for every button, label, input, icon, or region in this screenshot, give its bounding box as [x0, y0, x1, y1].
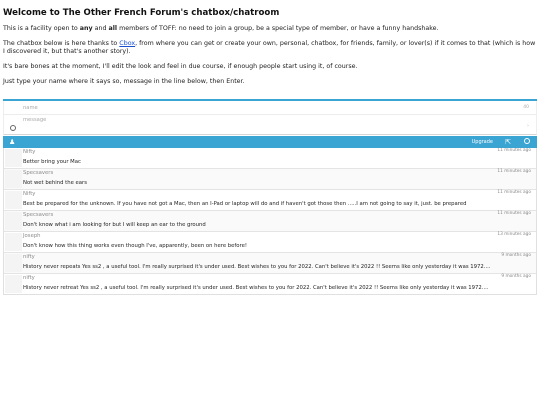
- intro-paragraph-1: [3, 25, 439, 33]
- avatar: [5, 170, 22, 188]
- name-input[interactable]: name: [23, 105, 38, 111]
- message-author[interactable]: Nifty: [23, 191, 36, 197]
- message-time: 11 minutes ago: [497, 169, 531, 174]
- avatar: [5, 254, 22, 272]
- avatar: [5, 149, 22, 167]
- message-author[interactable]: Joseph: [23, 233, 41, 239]
- message-text: History never retreat Yes ss2 , a useful tool. I'm really surprised it's under used. Best wishes to you for 2022. Can't believe it's 2022 !! Seems like only yesterday it was 1972....: [23, 285, 489, 291]
- message-row: [4, 211, 536, 232]
- message-time: 11 minutes ago: [497, 211, 531, 216]
- message-author[interactable]: nifty: [23, 275, 35, 281]
- send-icon[interactable]: ›: [527, 123, 529, 129]
- external-link-icon[interactable]: ⇱: [505, 138, 511, 146]
- avatar: [5, 212, 22, 230]
- message-row: [4, 148, 536, 169]
- message-row: [4, 274, 536, 294]
- message-row: [4, 169, 536, 190]
- intro-emphasis-all: all: [108, 25, 118, 32]
- message-row: [4, 253, 536, 274]
- page-title: Welcome to The Other French Forum's chatbox/chatroom: [3, 8, 280, 18]
- message-time: 11 minutes ago: [497, 190, 531, 195]
- intro-text: , from where you can get or create your own, personal, chatbox, for friends, family, or lover(s) if it comes to that (which is how I discovered it, but that's another story).: [3, 40, 536, 55]
- chat-form: [3, 101, 537, 135]
- upgrade-link[interactable]: Upgrade: [471, 139, 493, 145]
- avatar: [5, 191, 22, 209]
- cbox-link[interactable]: Cbox: [119, 40, 136, 47]
- message-time: 9 months ago: [501, 253, 531, 258]
- intro-paragraph-4: Just type your name where it says so, message in the line below, then Enter.: [3, 78, 245, 85]
- message-time: 13 minutes ago: [497, 232, 531, 237]
- user-icon[interactable]: ♟: [9, 138, 16, 146]
- form-divider: [4, 114, 536, 115]
- message-time: 9 months ago: [501, 274, 531, 279]
- intro-emphasis-any: any: [79, 25, 93, 32]
- chatbox: [3, 99, 537, 295]
- message-input[interactable]: message: [23, 117, 47, 123]
- message-author[interactable]: nifty: [23, 254, 35, 260]
- intro-text: This is a facility open to: [3, 25, 80, 32]
- intro-text: and: [92, 25, 109, 32]
- message-text: Better bring your Mac: [23, 159, 81, 165]
- message-text: Not wet behind the ears: [23, 180, 87, 186]
- message-time: 11 minutes ago: [497, 148, 531, 153]
- intro-paragraph-2: [3, 40, 537, 56]
- message-row: [4, 190, 536, 211]
- message-author[interactable]: Nifty: [23, 149, 36, 155]
- chat-toolbar: [3, 136, 537, 148]
- avatar: [5, 233, 22, 251]
- message-text: Don't know what i am looking for but I will keep an ear to the ground: [23, 222, 206, 228]
- message-text: History never repeats Yes ss2 , a useful tool. I'm really surprised it's under used. Best wishes to you for 2022. Can't believe it's 2022 !! Seems like only yesterday it was 1972....: [23, 264, 491, 270]
- intro-text: members of TOFF: no need to join a group, be a special type of member, or have a funny handshake.: [117, 25, 439, 32]
- message-text: Best be prepared for the unknown. If you have not got a Mac, then an I-Pad or laptop will do and if haven't got those then .....I am not going to say it, just. be prepared: [23, 201, 467, 207]
- message-text: Don't know how this thing works even though I've, apparently, been on here before!: [23, 243, 247, 249]
- intro-paragraph-3: It's bare bones at the moment, I'll edit the look and feel in due course, if enough people start using it, of course.: [3, 63, 358, 70]
- intro-text: The chatbox below is here thanks to: [3, 40, 120, 47]
- message-author[interactable]: Specsavers: [23, 170, 54, 176]
- message-list: [3, 148, 537, 295]
- message-row: [4, 232, 536, 253]
- avatar: [5, 275, 22, 293]
- name-char-counter: 40: [523, 105, 529, 110]
- message-author[interactable]: Specsavers: [23, 212, 54, 218]
- settings-icon[interactable]: [524, 138, 530, 144]
- smiley-icon[interactable]: ◡: [11, 127, 15, 131]
